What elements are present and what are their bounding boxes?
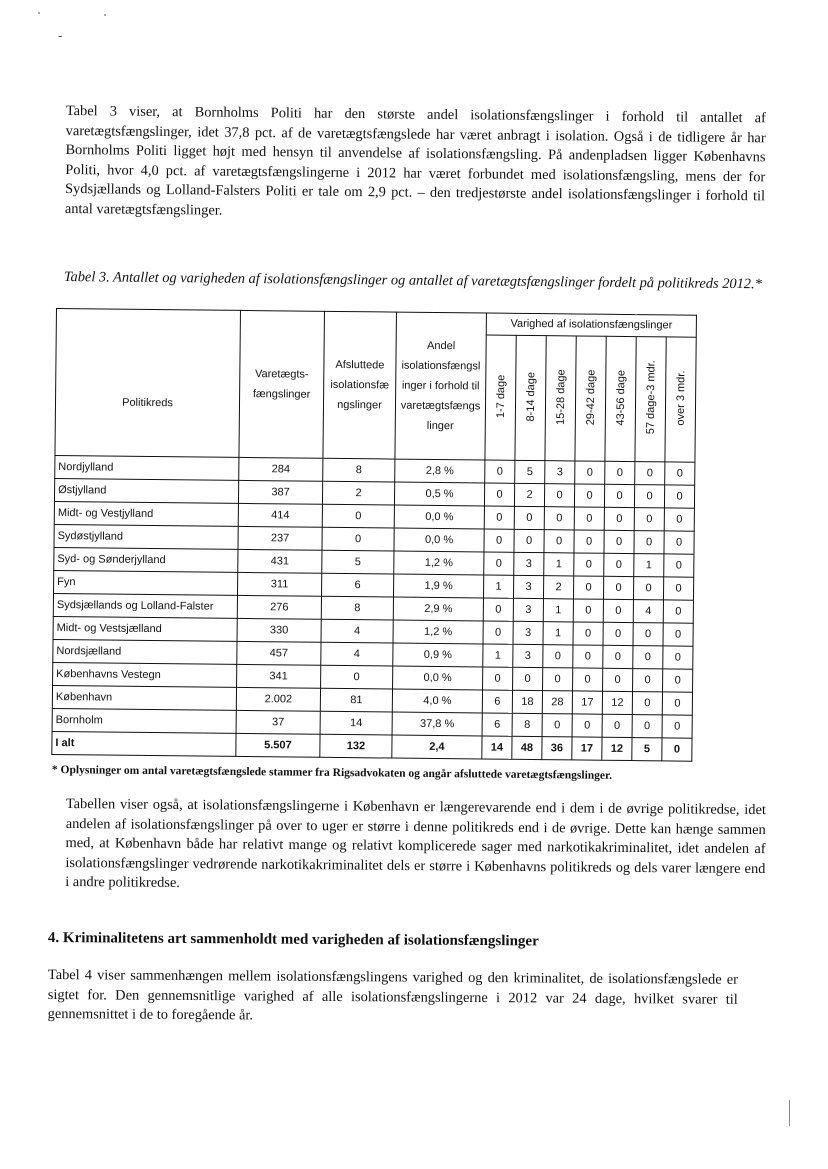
row-duration-cell: 0 bbox=[664, 531, 694, 554]
row-duration-cell: 12 bbox=[602, 691, 632, 714]
header-politikreds-label: Politikreds bbox=[122, 396, 173, 410]
row-duration-cell: 0 bbox=[633, 646, 663, 669]
scan-speck bbox=[38, 12, 40, 14]
row-duration-cell: 1 bbox=[634, 554, 664, 577]
row-politikreds: København bbox=[52, 685, 236, 710]
row-duration-cell: 28 bbox=[542, 691, 572, 714]
row-duration-cell: 12 bbox=[602, 737, 632, 760]
row-duration-cell: 17 bbox=[572, 691, 602, 714]
row-afsluttede: 4 bbox=[321, 642, 393, 666]
row-duration-cell: 0 bbox=[483, 621, 513, 644]
header-duration-29-42 bbox=[575, 336, 606, 462]
row-duration-cell: 3 bbox=[513, 644, 543, 667]
row-duration-cell: 0 bbox=[663, 623, 693, 646]
row-politikreds: Midt- og Vestsjælland bbox=[53, 616, 237, 641]
row-duration-cell: 0 bbox=[484, 552, 514, 575]
row-duration-cell: 14 bbox=[482, 736, 512, 759]
row-duration-cell: 0 bbox=[635, 462, 665, 485]
row-duration-cell: 3 bbox=[545, 461, 575, 484]
row-duration-cell: 0 bbox=[604, 484, 634, 507]
row-duration-cell: 6 bbox=[482, 713, 512, 736]
row-duration-cell: 0 bbox=[662, 738, 692, 761]
row-duration-cell: 0 bbox=[604, 530, 634, 553]
row-andel: 0,9 % bbox=[393, 643, 483, 667]
header-afsluttede-line: isolationsfæ bbox=[330, 378, 390, 392]
row-duration-cell: 0 bbox=[662, 692, 692, 715]
row-duration-cell: 0 bbox=[485, 460, 515, 483]
row-politikreds: Østjylland bbox=[54, 478, 238, 503]
row-duration-cell: 1 bbox=[544, 553, 574, 576]
row-politikreds: Sydøstjylland bbox=[54, 524, 238, 549]
row-duration-cell: 0 bbox=[574, 553, 604, 576]
row-duration-cell: 0 bbox=[664, 485, 694, 508]
row-duration-cell: 0 bbox=[633, 577, 663, 600]
row-varetaegt: 330 bbox=[237, 618, 321, 642]
row-duration-cell: 0 bbox=[574, 484, 604, 507]
section-heading: 4. Kriminalitetens art sammenholdt med varigheden af isolationsfængslinger bbox=[47, 930, 539, 950]
row-duration-cell: 0 bbox=[542, 714, 572, 737]
row-duration-cell: 0 bbox=[514, 529, 544, 552]
header-andel-line: isolationsfængsl bbox=[401, 359, 481, 373]
header-andel bbox=[395, 312, 487, 460]
row-duration-cell: 0 bbox=[605, 461, 635, 484]
row-duration-cell: 0 bbox=[513, 667, 543, 690]
row-politikreds: I alt bbox=[52, 731, 236, 756]
row-duration-cell: 0 bbox=[544, 530, 574, 553]
row-andel: 0,0 % bbox=[394, 505, 484, 529]
row-duration-cell: 0 bbox=[634, 531, 664, 554]
paragraph-copenhagen: Tabellen viser også, at isolationsfængslingerne i København er længerevarende end i dem i de øvrige politikredse, idet andelen af isolationsfængslinger på over to uger er større i denne politikreds end i de øvrige. Dette kan hænge sammen med, at København både har relativt mange og relativt komplicerede sager med narkotikakriminalitet, idet andelen af isolationsfængslinger vedrørende narkotikakriminalitet dels er større i Københavns politikreds og dels varer længere end i andre politikredse. bbox=[65, 795, 766, 891]
row-andel: 2,8 % bbox=[395, 459, 485, 483]
duration-label: 29-42 dage bbox=[584, 369, 597, 425]
row-duration-cell: 3 bbox=[513, 598, 543, 621]
row-varetaegt: 2.002 bbox=[236, 687, 320, 711]
row-afsluttede: 81 bbox=[320, 688, 392, 712]
row-duration-cell: 0 bbox=[662, 715, 692, 738]
row-andel: 1,2 % bbox=[394, 551, 484, 575]
row-duration-cell: 0 bbox=[544, 507, 574, 530]
header-andel-line: linger bbox=[426, 419, 454, 433]
row-duration-cell: 0 bbox=[483, 667, 513, 690]
duration-label: 57 dage-3 mdr. bbox=[644, 360, 657, 435]
header-duration-57-3mdr bbox=[635, 336, 666, 462]
row-duration-cell: 0 bbox=[602, 714, 632, 737]
row-varetaegt: 284 bbox=[239, 457, 323, 481]
row-duration-cell: 0 bbox=[574, 507, 604, 530]
row-duration-cell: 0 bbox=[514, 506, 544, 529]
row-duration-cell: 5 bbox=[632, 738, 662, 761]
row-andel: 0,0 % bbox=[394, 528, 484, 552]
row-duration-cell: 3 bbox=[513, 621, 543, 644]
header-andel-line: varetægtsfængs bbox=[400, 399, 481, 413]
row-duration-cell: 6 bbox=[482, 690, 512, 713]
row-duration-cell: 1 bbox=[543, 599, 573, 622]
row-politikreds: Nordsjælland bbox=[53, 639, 237, 664]
row-varetaegt: 431 bbox=[238, 549, 322, 573]
header-duration-over-3mdr bbox=[665, 337, 696, 463]
row-andel: 0,0 % bbox=[393, 666, 483, 690]
row-afsluttede: 4 bbox=[321, 619, 393, 643]
row-duration-cell: 0 bbox=[573, 668, 603, 691]
row-duration-cell: 0 bbox=[663, 600, 693, 623]
row-varetaegt: 414 bbox=[238, 503, 322, 527]
duration-label: over 3 mdr. bbox=[674, 370, 687, 426]
header-andel-line: Andel bbox=[426, 339, 456, 353]
row-afsluttede: 8 bbox=[323, 458, 395, 482]
duration-label: 8-14 dage bbox=[524, 371, 537, 422]
row-afsluttede: 6 bbox=[321, 573, 393, 597]
row-duration-cell: 2 bbox=[514, 483, 544, 506]
table-caption: Tabel 3. Antallet og varigheden af isolationsfængslinger og antallet af varetægtsfængslinger fordelt på politikreds 2012.* bbox=[63, 268, 762, 293]
row-duration-cell: 18 bbox=[512, 690, 542, 713]
paragraph-intro: Tabel 3 viser, at Bornholms Politi har den største andel isolationsfængslinger i forhold til antallet af varetægtsfængslinger, idet 37,8 pct. af de varetægtsfængslede har været anbragt i isolation. Også i de tidligere år har Bornholms Politi ligget højt med hensyn til anvendelse af isolationsfængsling. På andenpladsen ligger Københavns Politi, hvor 4,0 pct. af varetægtsfængslingerne i 2012 har været forbundet med isolationsfængsling, mens der for Sydsjællands og Lolland-Falsters Politi er tale om 2,9 pct. – den tredjestørste andel isolationsfængslinger i forhold til antal varetægtsfængslinger. bbox=[64, 102, 766, 219]
row-duration-cell: 3 bbox=[514, 552, 544, 575]
row-afsluttede: 2 bbox=[322, 481, 394, 505]
row-duration-cell: 0 bbox=[573, 622, 603, 645]
header-politikreds bbox=[55, 309, 241, 458]
row-duration-cell: 0 bbox=[634, 485, 664, 508]
row-andel: 1,2 % bbox=[393, 620, 483, 644]
header-afsluttede bbox=[323, 311, 397, 459]
row-andel: 37,8 % bbox=[392, 712, 482, 736]
row-duration-cell: 2 bbox=[543, 576, 573, 599]
row-duration-cell: 8 bbox=[512, 713, 542, 736]
row-politikreds: Nordjylland bbox=[55, 455, 239, 480]
row-duration-cell: 0 bbox=[632, 692, 662, 715]
header-varighed-group: Varighed af isolationsfængslinger bbox=[486, 313, 696, 337]
row-duration-cell: 1 bbox=[543, 622, 573, 645]
header-afsluttede-line: Afsluttede bbox=[335, 358, 385, 372]
row-varetaegt: 387 bbox=[238, 480, 322, 504]
row-duration-cell: 0 bbox=[484, 506, 514, 529]
row-varetaegt: 5.507 bbox=[236, 733, 320, 757]
row-afsluttede: 8 bbox=[321, 596, 393, 620]
row-duration-cell: 0 bbox=[484, 529, 514, 552]
row-duration-cell: 0 bbox=[603, 668, 633, 691]
row-duration-cell: 0 bbox=[663, 646, 693, 669]
row-politikreds: Sydsjællands og Lolland-Falster bbox=[53, 593, 237, 618]
row-duration-cell: 0 bbox=[543, 645, 573, 668]
row-andel: 0,5 % bbox=[394, 482, 484, 506]
row-duration-cell: 3 bbox=[513, 575, 543, 598]
row-politikreds: Midt- og Vestjylland bbox=[54, 501, 238, 526]
row-duration-cell: 1 bbox=[483, 575, 513, 598]
table-container bbox=[51, 308, 696, 762]
row-politikreds: Københavns Vestegn bbox=[53, 662, 237, 687]
row-duration-cell: 0 bbox=[603, 599, 633, 622]
row-duration-cell: 0 bbox=[572, 714, 602, 737]
header-varetaegt-line: Varetægts- bbox=[254, 368, 309, 381]
row-duration-cell: 0 bbox=[633, 623, 663, 646]
scan-edge-line bbox=[789, 1100, 790, 1126]
row-varetaegt: 276 bbox=[237, 595, 321, 619]
row-duration-cell: 1 bbox=[483, 644, 513, 667]
top-dash-mark: - bbox=[58, 28, 63, 43]
row-duration-cell: 0 bbox=[544, 484, 574, 507]
row-duration-cell: 0 bbox=[575, 461, 605, 484]
row-politikreds: Bornholm bbox=[52, 708, 236, 733]
row-duration-cell: 0 bbox=[543, 668, 573, 691]
row-afsluttede: 132 bbox=[320, 734, 392, 758]
row-afsluttede: 0 bbox=[321, 665, 393, 689]
row-varetaegt: 37 bbox=[236, 710, 320, 734]
row-andel: 2,4 bbox=[392, 735, 482, 759]
row-duration-cell: 0 bbox=[663, 669, 693, 692]
row-afsluttede: 14 bbox=[320, 711, 392, 735]
row-duration-cell: 4 bbox=[633, 600, 663, 623]
table-footnote: * Oplysninger om antal varetægtsfængslede stammer fra Rigsadvokaten og angår afsluttede varetægtsfængslinger. bbox=[51, 764, 613, 782]
header-duration-43-56 bbox=[605, 336, 636, 462]
row-duration-cell: 0 bbox=[603, 576, 633, 599]
paragraph-table4: Tabel 4 viser sammenhængen mellem isolationsfængslingens varighed og den kriminalitet, de isolationsfængslede er sigtet for. Den gennemsnitlige varighed af alle isolationsfængslingerne i 2012 var 24 dage, hvilket svarer til gennemsnittet i de to foregående år. bbox=[47, 967, 738, 1024]
row-duration-cell: 0 bbox=[574, 530, 604, 553]
row-duration-cell: 0 bbox=[663, 577, 693, 600]
row-duration-cell: 0 bbox=[573, 599, 603, 622]
row-duration-cell: 0 bbox=[603, 645, 633, 668]
header-duration-8-14 bbox=[515, 335, 546, 461]
row-afsluttede: 0 bbox=[322, 527, 394, 551]
row-duration-cell: 0 bbox=[604, 507, 634, 530]
header-duration-1-7 bbox=[485, 335, 516, 461]
row-varetaegt: 237 bbox=[238, 526, 322, 550]
row-varetaegt: 457 bbox=[237, 641, 321, 665]
row-duration-cell: 0 bbox=[665, 462, 695, 485]
row-duration-cell: 48 bbox=[512, 736, 542, 759]
duration-label: 43-56 dage bbox=[614, 369, 627, 426]
row-afsluttede: 5 bbox=[322, 550, 394, 574]
row-duration-cell: 0 bbox=[603, 622, 633, 645]
row-duration-cell: 0 bbox=[634, 508, 664, 531]
row-duration-cell: 0 bbox=[664, 508, 694, 531]
row-duration-cell: 0 bbox=[573, 576, 603, 599]
row-duration-cell: 17 bbox=[572, 737, 602, 760]
header-afsluttede-line: ngslinger bbox=[337, 398, 382, 412]
header-varetaegt bbox=[239, 310, 325, 458]
row-duration-cell: 5 bbox=[515, 460, 545, 483]
row-andel: 1,9 % bbox=[393, 574, 483, 598]
row-duration-cell: 0 bbox=[604, 553, 634, 576]
row-andel: 2,9 % bbox=[393, 597, 483, 621]
row-politikreds: Fyn bbox=[54, 570, 238, 595]
row-duration-cell: 0 bbox=[573, 645, 603, 668]
row-politikreds: Syd- og Sønderjylland bbox=[54, 547, 238, 572]
row-duration-cell: 0 bbox=[664, 554, 694, 577]
header-andel-line: inger i forhold til bbox=[401, 379, 480, 393]
row-varetaegt: 311 bbox=[238, 572, 322, 596]
row-afsluttede: 0 bbox=[322, 504, 394, 528]
header-duration-15-28 bbox=[545, 335, 576, 461]
isolation-table bbox=[51, 308, 697, 762]
row-duration-cell: 0 bbox=[632, 715, 662, 738]
duration-label: 15-28 dage bbox=[554, 368, 567, 425]
row-duration-cell: 0 bbox=[484, 483, 514, 506]
row-duration-cell: 36 bbox=[542, 737, 572, 760]
duration-label: 1-7 dage bbox=[494, 374, 507, 418]
row-duration-cell: 0 bbox=[633, 669, 663, 692]
scan-speck bbox=[104, 14, 106, 16]
header-varetaegt-line: fængslinger bbox=[252, 388, 311, 401]
row-duration-cell: 0 bbox=[483, 598, 513, 621]
row-andel: 4,0 % bbox=[392, 689, 482, 713]
row-varetaegt: 341 bbox=[237, 664, 321, 688]
